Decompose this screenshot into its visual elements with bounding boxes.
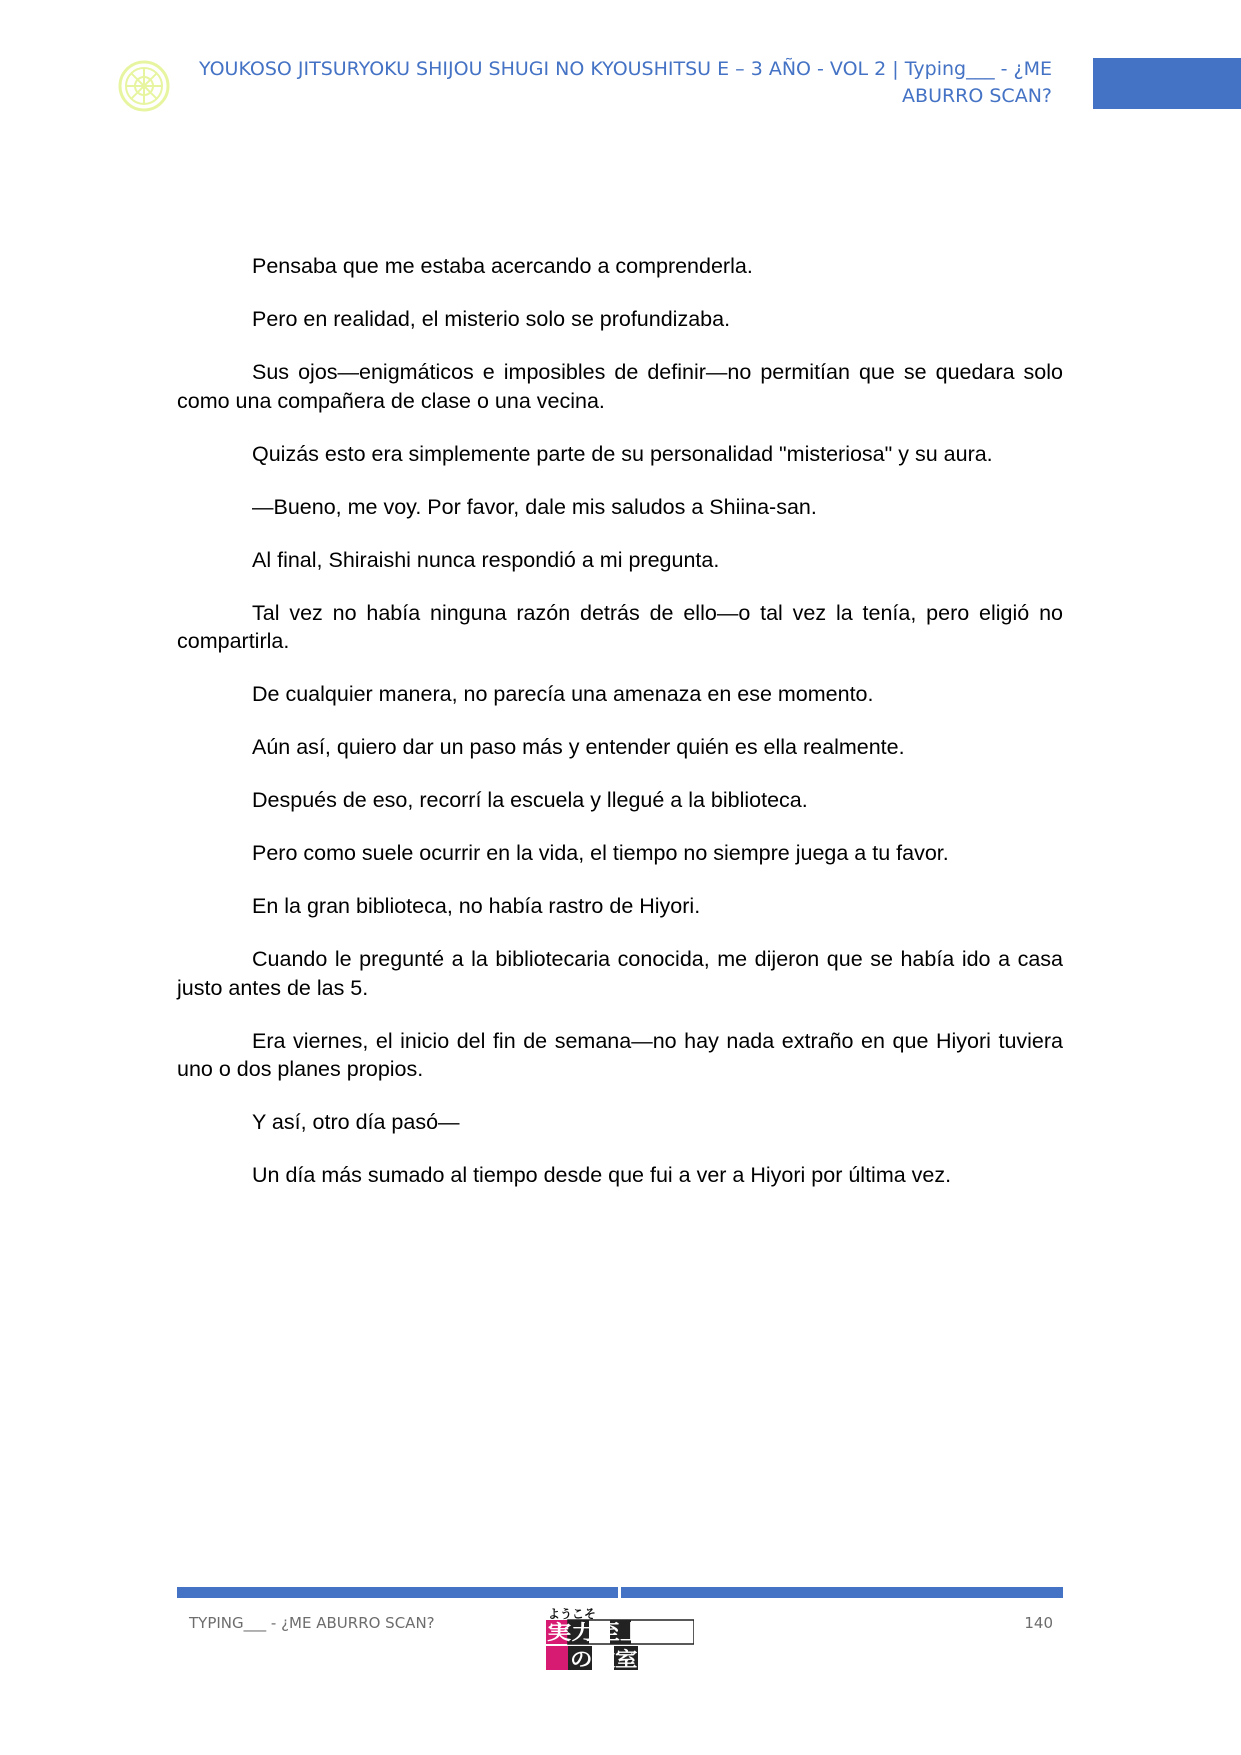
paragraph: Pero como suele ocurrir en la vida, el tiempo no siempre juega a tu favor. [252,841,949,865]
paragraph: Pensaba que me estaba acercando a comprenderla. [252,254,753,278]
footer-credit: TYPING___ - ¿ME ABURRO SCAN? [189,1614,435,1632]
svg-text:の教室へ: の教室へ [570,1647,660,1671]
paragraph: Tal vez no había ninguna razón detrás de ello—o tal vez la tenía, pero eligió no compartirla. [177,600,1063,653]
page-body [177,252,1063,1214]
paragraph: Al final, Shiraishi nunca respondió a mi pregunta. [252,547,720,572]
paragraph: Después de eso, recorrí la escuela y llegué a la biblioteca. [252,788,808,812]
sun-emblem-icon [118,60,170,112]
header-accent-bar [1093,58,1241,109]
paragraph: Quizás esto era simplemente parte de su personalidad "misteriosa" y su aura. [252,441,993,466]
svg-text:ようこそ: ようこそ [548,1607,597,1621]
paragraph: Cuando le pregunté a la bibliotecaria conocida, me dijeron que se había ido a casa justo antes de las 5. [177,947,1063,1000]
paragraph: Sus ojos—enigmáticos e imposibles de definir—no permitían que se quedara solo como una compañera de clase o una vecina. [177,360,1063,413]
series-title-logo-icon [546,1606,694,1674]
svg-text:実力至上主義: 実力至上主義 [547,1620,693,1644]
footer-divider [177,1587,1063,1598]
paragraph: Aún así, quiero dar un paso más y entender quién es ella realmente. [252,735,905,759]
paragraph: En la gran biblioteca, no había rastro de Hiyori. [252,894,701,918]
paragraph: Un día más sumado al tiempo desde que fui a ver a Hiyori por última vez. [252,1163,952,1187]
paragraph: Y así, otro día pasó— [252,1110,460,1134]
paragraph: —Bueno, me voy. Por favor, dale mis saludos a Shiina-san. [252,494,817,519]
header-title: YOUKOSO JITSURYOKU SHIJOU SHUGI NO KYOUSHITSU E – 3 AÑO - VOL 2 | Typing___ - ¿ME ABURRO SCAN? [199,58,1052,107]
paragraph: Era viernes, el inicio del fin de semana—no hay nada extraño en que Hiyori tuviera uno o dos planes propios. [177,1028,1063,1081]
page-number: 140 [1024,1614,1053,1632]
paragraph: De cualquier manera, no parecía una amenaza en ese momento. [252,682,874,706]
paragraph: Pero en realidad, el misterio solo se profundizaba. [252,307,731,331]
